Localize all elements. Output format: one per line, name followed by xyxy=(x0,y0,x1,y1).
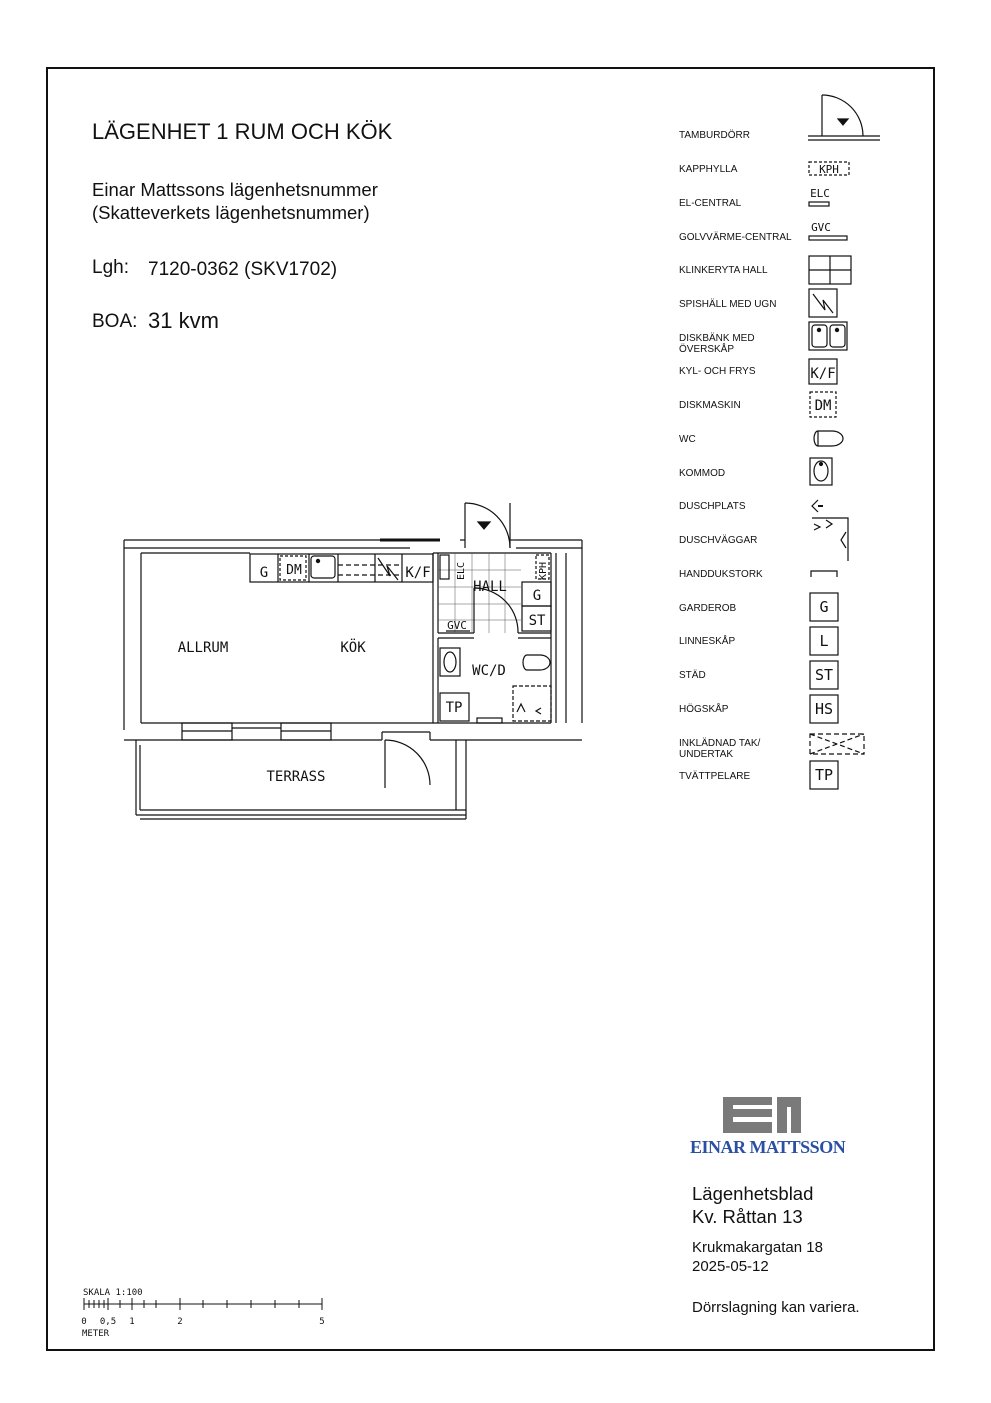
fixture-label-dm: DM xyxy=(286,563,302,578)
legend-symbol-l: L xyxy=(819,632,829,650)
legend-label-tamburdorr: TAMBURDÖRR xyxy=(679,130,750,141)
scale-title: SKALA 1:100 xyxy=(83,1288,143,1298)
legend-symbol-g: G xyxy=(819,598,829,616)
subtitle-line-1: Einar Mattssons lägenhetsnummer xyxy=(92,179,378,200)
legend-symbol-elc: ELC xyxy=(810,187,830,200)
legend-label-stad: STÄD xyxy=(679,670,706,681)
fixture-label-g: G xyxy=(259,565,269,581)
tile-floor-icon xyxy=(809,256,851,284)
scale-tick-05: 0,5 xyxy=(99,1317,117,1327)
wc-icon xyxy=(814,431,843,446)
legend-label-hogskap: HÖGSKÅP xyxy=(679,704,729,715)
legend-label-golvvarme: GOLVVÄRME-CENTRAL xyxy=(679,232,792,243)
room-label-terrass: TERRASS xyxy=(266,769,326,785)
legend-label-garderob: GARDEROB xyxy=(679,603,737,614)
fixture-label-kf: K/F xyxy=(405,565,431,581)
lgh-value: 7120-0362 (SKV1702) xyxy=(148,259,338,280)
fixture-label-kph: KPH xyxy=(538,561,549,580)
legend-label-handdukstork: HANDDUKSTORK xyxy=(679,569,763,580)
legend-label-diskbank: DISKBÄNK MED ÖVERSKÅP xyxy=(679,333,755,355)
scale-tick-1: 1 xyxy=(129,1317,135,1327)
door-note: Dörrslagning kan variera. xyxy=(692,1299,860,1316)
boa-value: 31 kvm xyxy=(148,308,219,333)
legend-symbol-dm: DM xyxy=(814,398,832,414)
legend-symbol-kph: KPH xyxy=(819,163,839,176)
shower-walls-icon xyxy=(812,518,848,561)
legend-label-tvattpelare: TVÄTTPELARE xyxy=(679,771,751,782)
shower-icon xyxy=(812,500,823,512)
doc-type: Lägenhetsblad xyxy=(692,1183,814,1204)
fixture-label-gvc: GVC xyxy=(447,619,467,632)
fixture-label-st: ST xyxy=(528,613,546,629)
subtitle-line-2: (Skatteverkets lägenhetsnummer) xyxy=(92,202,370,223)
property-name: Kv. Råttan 13 xyxy=(692,1206,803,1227)
legend-label-kommod: KOMMOD xyxy=(679,468,726,479)
room-label-hall: HALL xyxy=(473,579,507,595)
stove-icon xyxy=(809,289,837,317)
el-central-icon xyxy=(809,202,829,206)
legend-label-wc: WC xyxy=(679,434,696,445)
scale-unit: METER xyxy=(82,1329,110,1339)
entrance-door-icon xyxy=(808,95,880,140)
legend-label-spishall: SPISHÄLL MED UGN xyxy=(679,299,777,310)
company-logo-mark xyxy=(723,1097,801,1133)
legend-label-klinker: KLINKERYTA HALL xyxy=(679,265,768,276)
boa-label: BOA: xyxy=(92,311,138,332)
floor-plan xyxy=(124,503,582,819)
towel-dryer-icon xyxy=(811,571,837,577)
room-label-kok: KÖK xyxy=(340,640,366,656)
legend-symbol-st: ST xyxy=(814,666,834,684)
address: Krukmakargatan 18 xyxy=(692,1239,823,1256)
brand-wordmark: EINAR MATTSSON xyxy=(690,1137,846,1157)
apartment-title: LÄGENHET 1 RUM OCH KÖK xyxy=(92,119,393,144)
legend-label-kapphylla: KAPPHYLLA xyxy=(679,164,738,175)
legend-label-linneskap: LINNESKÅP xyxy=(679,636,736,647)
legend-symbol-hs: HS xyxy=(814,700,834,718)
legend-label-diskmaskin: DISKMASKIN xyxy=(679,400,741,411)
scale-tick-0: 0 xyxy=(81,1317,87,1327)
fixture-label-g2: G xyxy=(532,588,542,604)
lgh-label: Lgh: xyxy=(92,257,129,278)
legend-label-el-central: EL-CENTRAL xyxy=(679,198,742,209)
scale-tick-5: 5 xyxy=(319,1317,325,1327)
legend-symbol-kf: K/F xyxy=(810,366,836,382)
scale-tick-2: 2 xyxy=(177,1317,183,1327)
legend-label-inkladnad: INKLÄDNAD TAK/ UNDERTAK xyxy=(679,738,761,760)
legend-label-duschvaggar: DUSCHVÄGGAR xyxy=(679,535,758,546)
legend-symbol-tp: TP xyxy=(814,766,834,784)
sink-icon xyxy=(809,322,847,350)
fixture-label-tp: TP xyxy=(445,700,463,716)
legend-symbol-gvc: GVC xyxy=(811,221,831,234)
lowered-ceiling-icon xyxy=(810,734,864,754)
legend-label-kyl-frys: KYL- OCH FRYS xyxy=(679,366,756,377)
fixture-label-elc: ELC xyxy=(456,561,467,580)
legend-label-duschplats: DUSCHPLATS xyxy=(679,501,746,512)
washbasin-icon xyxy=(810,458,832,485)
scale-bar xyxy=(84,1298,322,1310)
floor-heating-icon xyxy=(809,236,847,240)
room-label-allrum: ALLRUM xyxy=(177,640,229,656)
room-label-wcd: WC/D xyxy=(472,663,506,679)
date: 2025-05-12 xyxy=(692,1258,769,1275)
